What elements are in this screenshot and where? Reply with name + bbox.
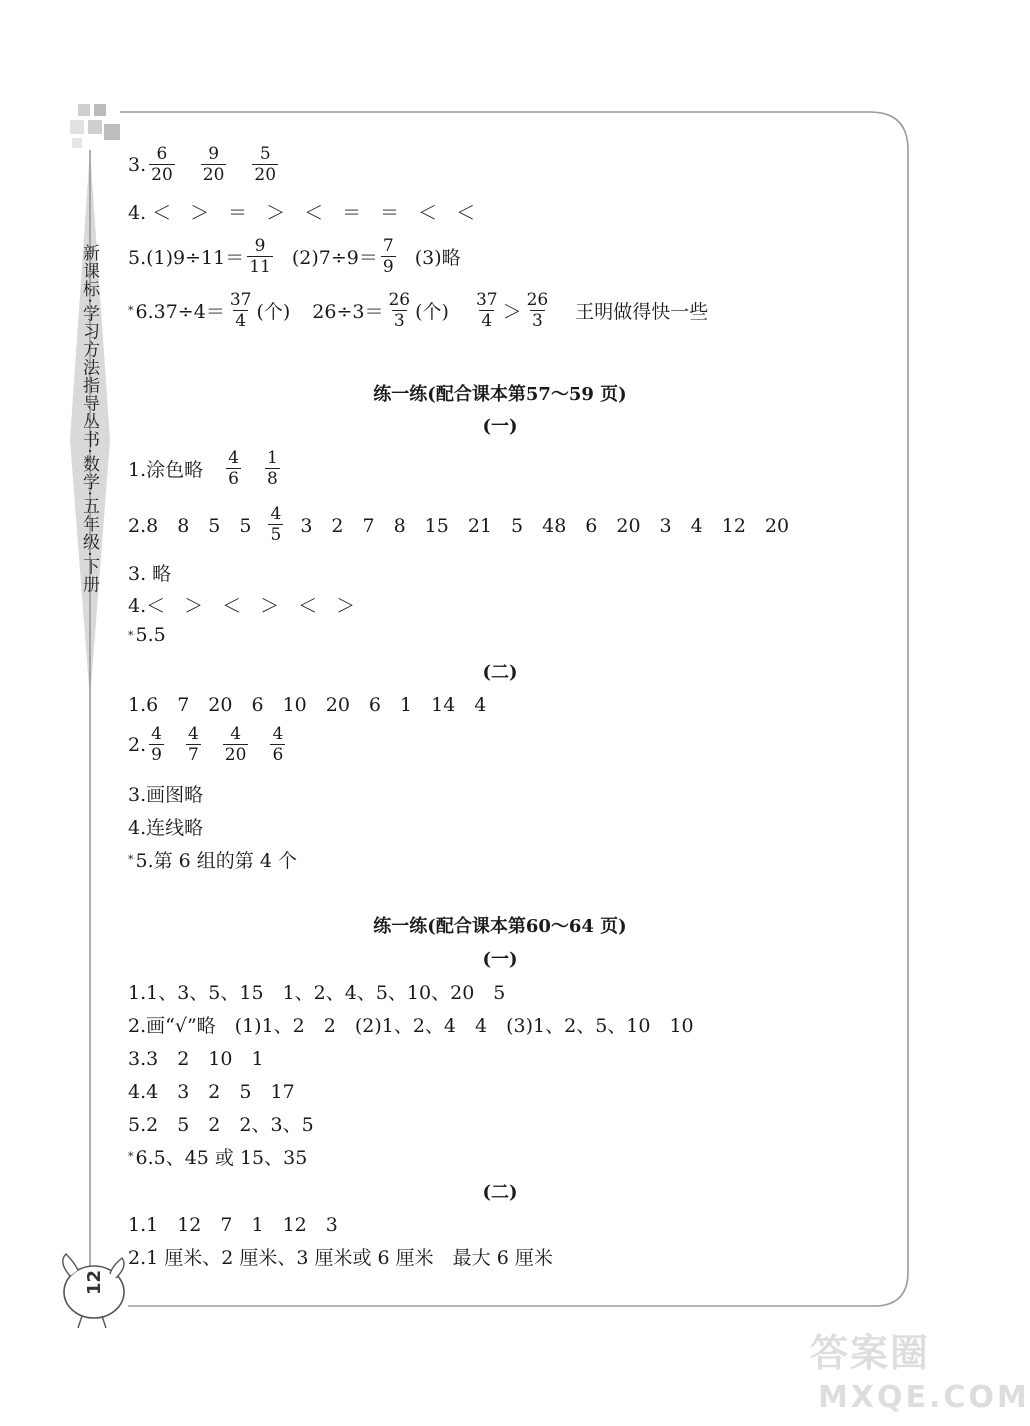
numerator: 4: [272, 724, 284, 744]
denominator: 20: [254, 165, 277, 185]
answer-1: 1.1 12 7 1 12 3: [128, 1214, 338, 1236]
corner-squares-decoration: [70, 104, 120, 148]
answer-3: 3.3 2 10 1: [128, 1048, 264, 1070]
numerator: 7: [382, 236, 394, 256]
numerator: 37: [229, 290, 252, 310]
denominator: 9: [151, 745, 162, 765]
fraction: [474, 290, 500, 331]
answer-3: 3. 略: [128, 563, 172, 585]
answer-4: 4.连线略: [128, 817, 204, 839]
star-mark: *: [128, 1150, 134, 1163]
denominator: 8: [266, 469, 278, 489]
denominator: 9: [382, 257, 394, 277]
numerator: 26: [526, 290, 549, 310]
numerator: 6: [156, 144, 168, 164]
part-title: (一): [482, 949, 518, 970]
part-title: (一): [482, 416, 518, 437]
text: 6.37÷4＝: [135, 301, 225, 323]
answer-4: 4. ＜ ＞ ＝ ＞ ＜ ＝ ＝ ＜ ＜: [128, 202, 476, 224]
denominator: 20: [224, 745, 247, 765]
numerator: 9: [254, 236, 266, 256]
part-title: (二): [482, 1182, 518, 1203]
text: 王明做得快一些: [575, 301, 709, 323]
fraction: [223, 724, 249, 765]
answer-2: [128, 724, 288, 765]
text: 2.8 8 5 5: [128, 515, 252, 537]
answer-1: 1.1、3、5、15 1、2、4、5、10、20 5: [128, 982, 506, 1004]
answer-6: [128, 290, 708, 331]
denominator: 7: [187, 745, 199, 765]
fraction: [268, 504, 283, 545]
answer-5: 5.2 5 2 2、3、5: [128, 1114, 314, 1136]
answer-2: 2.画“√”略 (1)1、2 2 (2)1、2、4 4 (3)1、2、5、10 10: [128, 1015, 694, 1037]
numerator: 4: [230, 724, 242, 744]
denominator: 20: [151, 165, 173, 185]
denominator: 3: [393, 311, 405, 331]
text: 26÷3＝: [312, 301, 384, 323]
text: 1.涂色略: [128, 459, 204, 481]
fraction: [226, 448, 241, 489]
denominator: 20: [202, 165, 225, 185]
series-title: 新课标·学习方法指导丛书·数学·五年级·下册: [79, 244, 99, 594]
numerator: 9: [208, 144, 220, 164]
fraction: [149, 724, 164, 765]
answer-4: 4.＜ ＞ ＜ ＞ ＜ ＞: [128, 595, 356, 617]
denominator: 11: [249, 257, 271, 277]
numerator: 4: [228, 448, 239, 468]
star-mark: *: [128, 304, 134, 317]
text: 5.第 6 组的第 4 个: [135, 850, 297, 872]
answer-1: 1.6 7 20 6 10 20 6 1 14 4: [128, 694, 487, 716]
denominator: 4: [481, 311, 493, 331]
fraction: [149, 144, 175, 185]
denominator: 3: [532, 311, 543, 331]
denominator: 6: [272, 745, 284, 765]
numerator: 5: [259, 144, 271, 164]
denominator: 6: [228, 469, 239, 489]
text: 5.(1)9÷11＝: [128, 247, 245, 269]
text: 2.: [128, 733, 147, 756]
star-mark: *: [128, 628, 134, 642]
text: (个): [415, 301, 449, 323]
answer-2: 2.1 厘米、2 厘米、3 厘米或 6 厘米 最大 6 厘米: [128, 1247, 553, 1269]
answer-5: [128, 846, 297, 873]
answer-3: 3.画图略: [128, 784, 204, 806]
answer-6: [128, 1143, 307, 1170]
label: 3.: [128, 153, 147, 176]
fraction: [186, 724, 201, 765]
text: 6.5、45 或 15、35: [135, 1147, 308, 1169]
fraction: [381, 236, 396, 277]
numerator: 4: [187, 724, 199, 744]
denominator: 5: [270, 525, 282, 545]
denominator: 4: [235, 311, 247, 331]
numerator: 1: [266, 448, 278, 468]
numerator: 26: [388, 290, 411, 310]
answer-4: 4.4 3 2 5 17: [128, 1081, 295, 1103]
text: ＞: [502, 301, 522, 323]
numerator: 4: [151, 724, 162, 744]
answer-3: [128, 144, 281, 185]
text: (个): [256, 301, 291, 323]
text: (3)略: [414, 247, 461, 269]
fraction: [201, 144, 227, 185]
answer-2: [128, 504, 789, 545]
fraction: [386, 290, 412, 331]
answer-5: [128, 236, 461, 277]
fraction: [265, 448, 280, 489]
section-heading: 练一练(配合课本第60～64 页): [373, 916, 627, 937]
watermark-url: MXQE.COM: [818, 1380, 1030, 1415]
part-title: (二): [482, 662, 518, 683]
answer-1: [128, 448, 283, 489]
fraction: [247, 236, 273, 277]
text: (2)7÷9＝: [291, 247, 378, 269]
numerator: 4: [270, 504, 282, 524]
answer-5: [128, 624, 166, 646]
fraction: [252, 144, 278, 185]
page-number: 12: [84, 1269, 106, 1296]
fraction: [525, 290, 551, 331]
star-mark: *: [128, 853, 134, 866]
text: 5.5: [135, 624, 166, 646]
fraction: [228, 290, 254, 331]
watermark-logo: 答案圈: [810, 1331, 931, 1375]
numerator: 37: [475, 290, 498, 310]
fraction: [270, 724, 285, 765]
text: 3 2 7 8 15 21 5 48 6 20 3 4 12 20: [300, 515, 790, 537]
section-heading: 练一练(配合课本第57～59 页): [373, 384, 627, 405]
